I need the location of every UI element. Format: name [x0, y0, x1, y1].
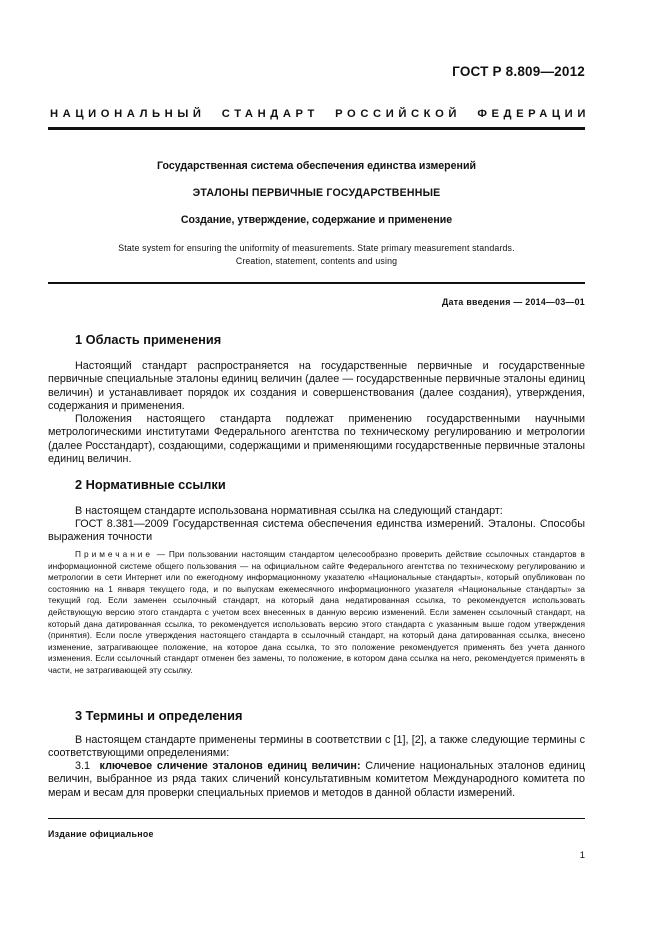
title-divider [48, 282, 585, 284]
term-text: Сличение национальных эталонов единиц величин, выбранное из ряда таких сличений консультативным комитетом Международного комитета по мерам и весам для проверки специальных приемов и методов в данной области измерений. [48, 760, 586, 799]
banner-word: НАЦИОНАЛЬНЫЙ [50, 108, 206, 120]
term-definition [48, 760, 585, 800]
title-main: ЭТАЛОНЫ ПЕРВИЧНЫЕ ГОСУДАРСТВЕННЫЕ [192, 187, 441, 199]
title-subtitle: Создание, утверждение, содержание и применение [180, 214, 453, 226]
term-name: ключевое сличение эталонов единиц величин: [99, 760, 361, 772]
english-title-line: Creation, statement, contents and using [235, 255, 398, 266]
note-text: — При пользовании настоящим стандартом целесообразно проверить действие ссылочных стандартов в информационной системе общего пользования — на официальном сайте Федерального агентства по техническому регулированию и метрологии в сети Интернет или по ежегодному информационному указателю «Национальные стандарты», который опубликован по состоянию на 1 января текущего года, и по выпускам ежемесячного информационного указателя «Национальные стандарты» за текущий год. Если заменен ссылочный стандарт, на который дана недатированная ссылка, то рекомендуется использовать действующую версию этого стандарта с учетом всех внесенных в данную версию изменений. Если заменен ссылочный стандарт, на который дана датированная ссылка, то рекомендуется использовать версию этого стандарта с указанным выше годом утверждения (принятия). Если после утверждения настоящего стандарта в ссылочный стандарт, на который дана датированная ссылка, внесено изменение, затрагивающее положение, на которое дана ссылка, то это положение рекомендуется применять без учета данного изменения. Если ссылочный стандарт отменен без замены, то положение, в котором дана ссылка на него, рекомендуется применять в части, не затрагивающей эту ссылку. [48, 549, 585, 675]
section-1-heading: 1 Область применения [75, 332, 222, 347]
title-system: Государственная система обеспечения единства измерений [157, 160, 476, 172]
banner-word: РОССИЙСКОЙ [335, 108, 462, 120]
english-title [48, 242, 585, 267]
section-1-paragraph: Настоящий стандарт распространяется на государственные первичные и государственные первичные специальные эталоны единиц величин (далее — государственные первичные эталоны единиц величин) и устанавливает порядок их создания и совершенствования (далее создания), утверждения, содержания и применения. [48, 360, 585, 412]
english-title-line: State system for ensuring the uniformity of measurements. State primary measurement standards. [118, 243, 515, 253]
banner-word: ФЕДЕРАЦИИ [477, 108, 590, 120]
national-standard-banner [50, 108, 590, 120]
document-number: ГОСТ Р 8.809—2012 [452, 64, 585, 79]
note-label: Примечание [75, 549, 154, 559]
official-edition-label: Издание официальное [48, 829, 154, 839]
term-number: 3.1 [75, 760, 91, 772]
page-number: 1 [579, 850, 585, 861]
section-2-heading: 2 Нормативные ссылки [75, 477, 226, 492]
section-2-paragraph: В настоящем стандарте использована нормативная ссылка на следующий стандарт: [75, 505, 503, 517]
introduction-date: Дата введения — 2014—03—01 [442, 297, 585, 307]
section-3-paragraph: В настоящем стандарте применены термины в соответствии с [1], [2], а также следующие термины с соответствующими определениями: [48, 734, 585, 760]
section-1-paragraph: Положения настоящего стандарта подлежат применению государственными научными метрологическими институтами Федерального агентства по техническому регулированию и метрологии (далее Росстандарт), создающими, содержащими и применяющими государственные первичные эталоны единиц величин. [48, 413, 585, 465]
footer-divider [48, 818, 585, 819]
banner-word: СТАНДАРТ [221, 108, 319, 120]
note-block [48, 549, 585, 677]
top-divider [48, 127, 585, 130]
section-3-heading: 3 Термины и определения [75, 708, 243, 723]
referenced-standard: ГОСТ 8.381—2009 Государственная система обеспечения единства измерений. Эталоны. Способы выражения точности [48, 518, 585, 544]
